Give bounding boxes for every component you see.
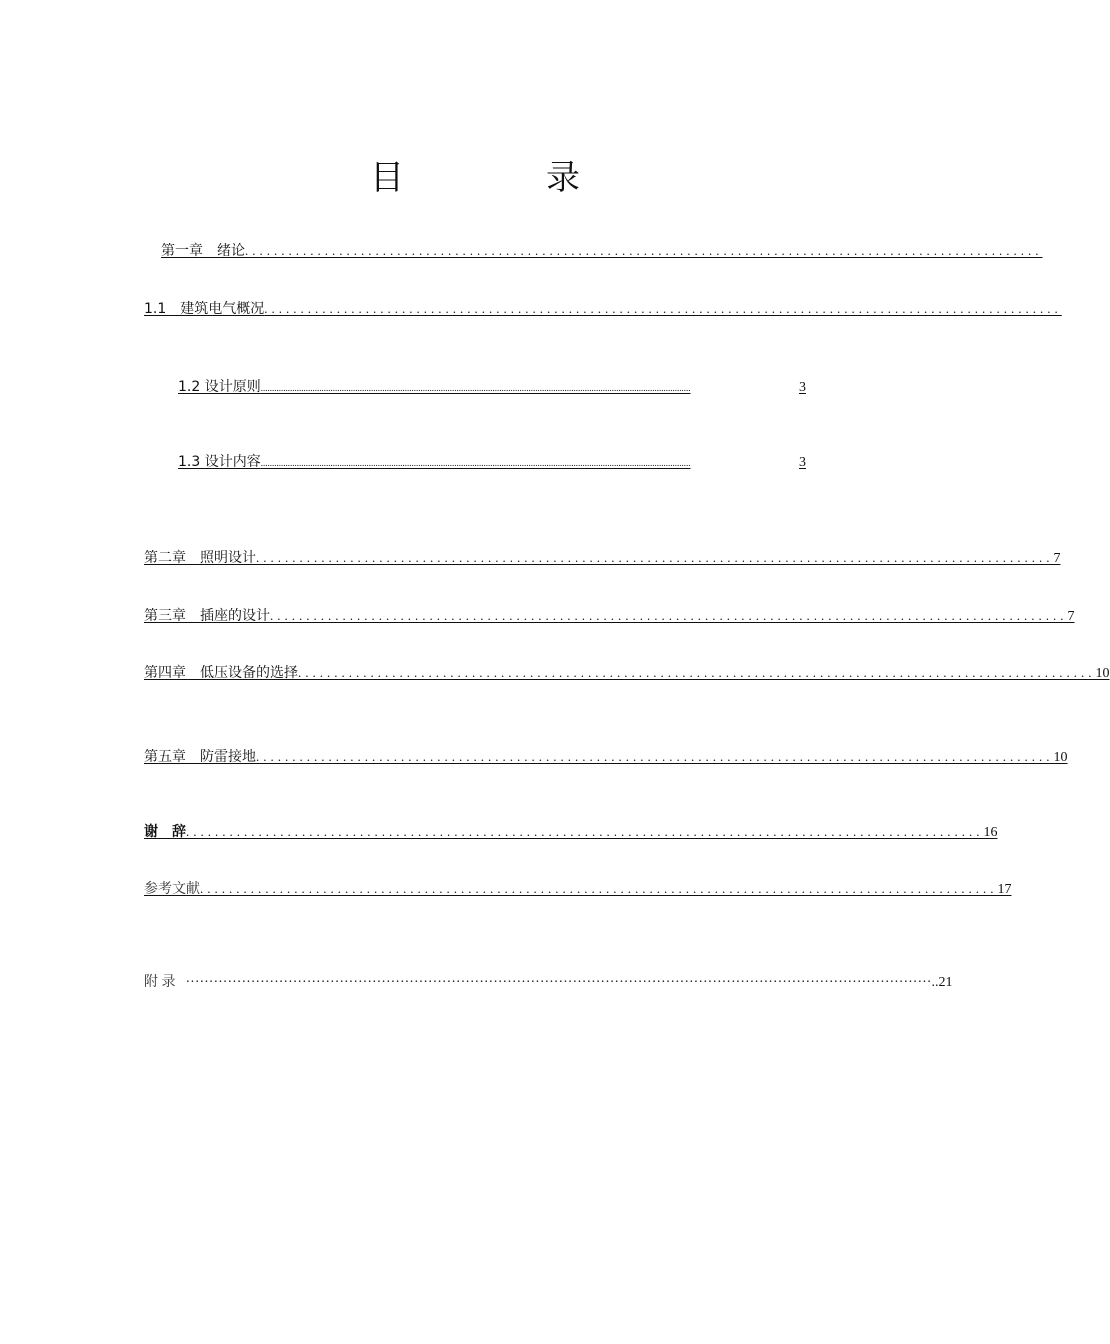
- toc-page-number: 16: [983, 825, 998, 840]
- toc-entry-label: 1.1 建筑电气概况: [144, 301, 265, 317]
- toc-leader-dots: ..............................................................................................................: [298, 665, 1096, 680]
- toc-entry-chapter-3[interactable]: [144, 606, 1075, 627]
- toc-entry-appendix[interactable]: [144, 973, 953, 993]
- toc-leader-dots: ..............................................................................................................: [186, 824, 984, 839]
- toc-page-number: 3: [799, 380, 806, 395]
- toc-entry-label: 参考文献: [144, 882, 200, 897]
- toc-entry-label: 谢 辞: [144, 824, 186, 840]
- toc-leader-dots: ..............................................................................................................: [245, 243, 1043, 258]
- toc-entry-chapter-5[interactable]: [144, 747, 1068, 768]
- toc-leader-dots: ..............................................................................................................: [200, 881, 998, 896]
- toc-entry-label: 第五章 防雷接地: [144, 749, 256, 765]
- toc-entry-section-1-1[interactable]: [144, 299, 1062, 319]
- toc-entry-label: 1.3 设计内容: [178, 454, 261, 470]
- toc-page-number: 7: [1067, 609, 1075, 624]
- toc-entry-label: 第四章 低压设备的选择: [144, 665, 298, 681]
- toc-page-number: 17: [997, 882, 1012, 897]
- toc-entry-section-1-3[interactable]: [178, 452, 806, 473]
- page-title: 目 录: [370, 158, 634, 198]
- toc-leader-dots: ································································································································································: [185, 975, 932, 990]
- toc-entry-section-1-2[interactable]: [178, 377, 806, 398]
- toc-page-number: 10: [1095, 666, 1110, 681]
- toc-entry-thanks[interactable]: [144, 822, 998, 843]
- toc-entry-chapter-2[interactable]: [144, 548, 1061, 569]
- toc-entry-chapter-1[interactable]: [161, 241, 1043, 261]
- toc-entry-label: 第三章 插座的设计: [144, 608, 270, 624]
- toc-leader-dots: ..............................................................................................................: [264, 301, 1062, 316]
- toc-leader-dots: ...............................................................................................................................................................................................: [260, 458, 691, 468]
- toc-entry-label: 1.2 设计原则: [178, 379, 261, 395]
- toc-entry-label: 第二章 照明设计: [144, 550, 256, 566]
- toc-page-number: 3: [799, 455, 806, 470]
- toc-leader-dots: ...............................................................................................................................................................................................: [260, 383, 691, 393]
- toc-leader-dots: ..............................................................................................................: [270, 608, 1068, 623]
- toc-leader-dots: ..............................................................................................................: [256, 749, 1054, 764]
- toc-page-number: ..21: [931, 975, 953, 990]
- toc-entry-label: 第一章 绪论: [161, 243, 245, 259]
- toc-page-number: 7: [1053, 551, 1061, 566]
- toc-page-number: 10: [1053, 750, 1068, 765]
- toc-leader-dots: ..............................................................................................................: [256, 550, 1054, 565]
- toc-entry-chapter-4[interactable]: [144, 663, 1110, 684]
- toc-entry-references[interactable]: [144, 879, 1012, 900]
- toc-entry-label: 附 录: [144, 975, 176, 990]
